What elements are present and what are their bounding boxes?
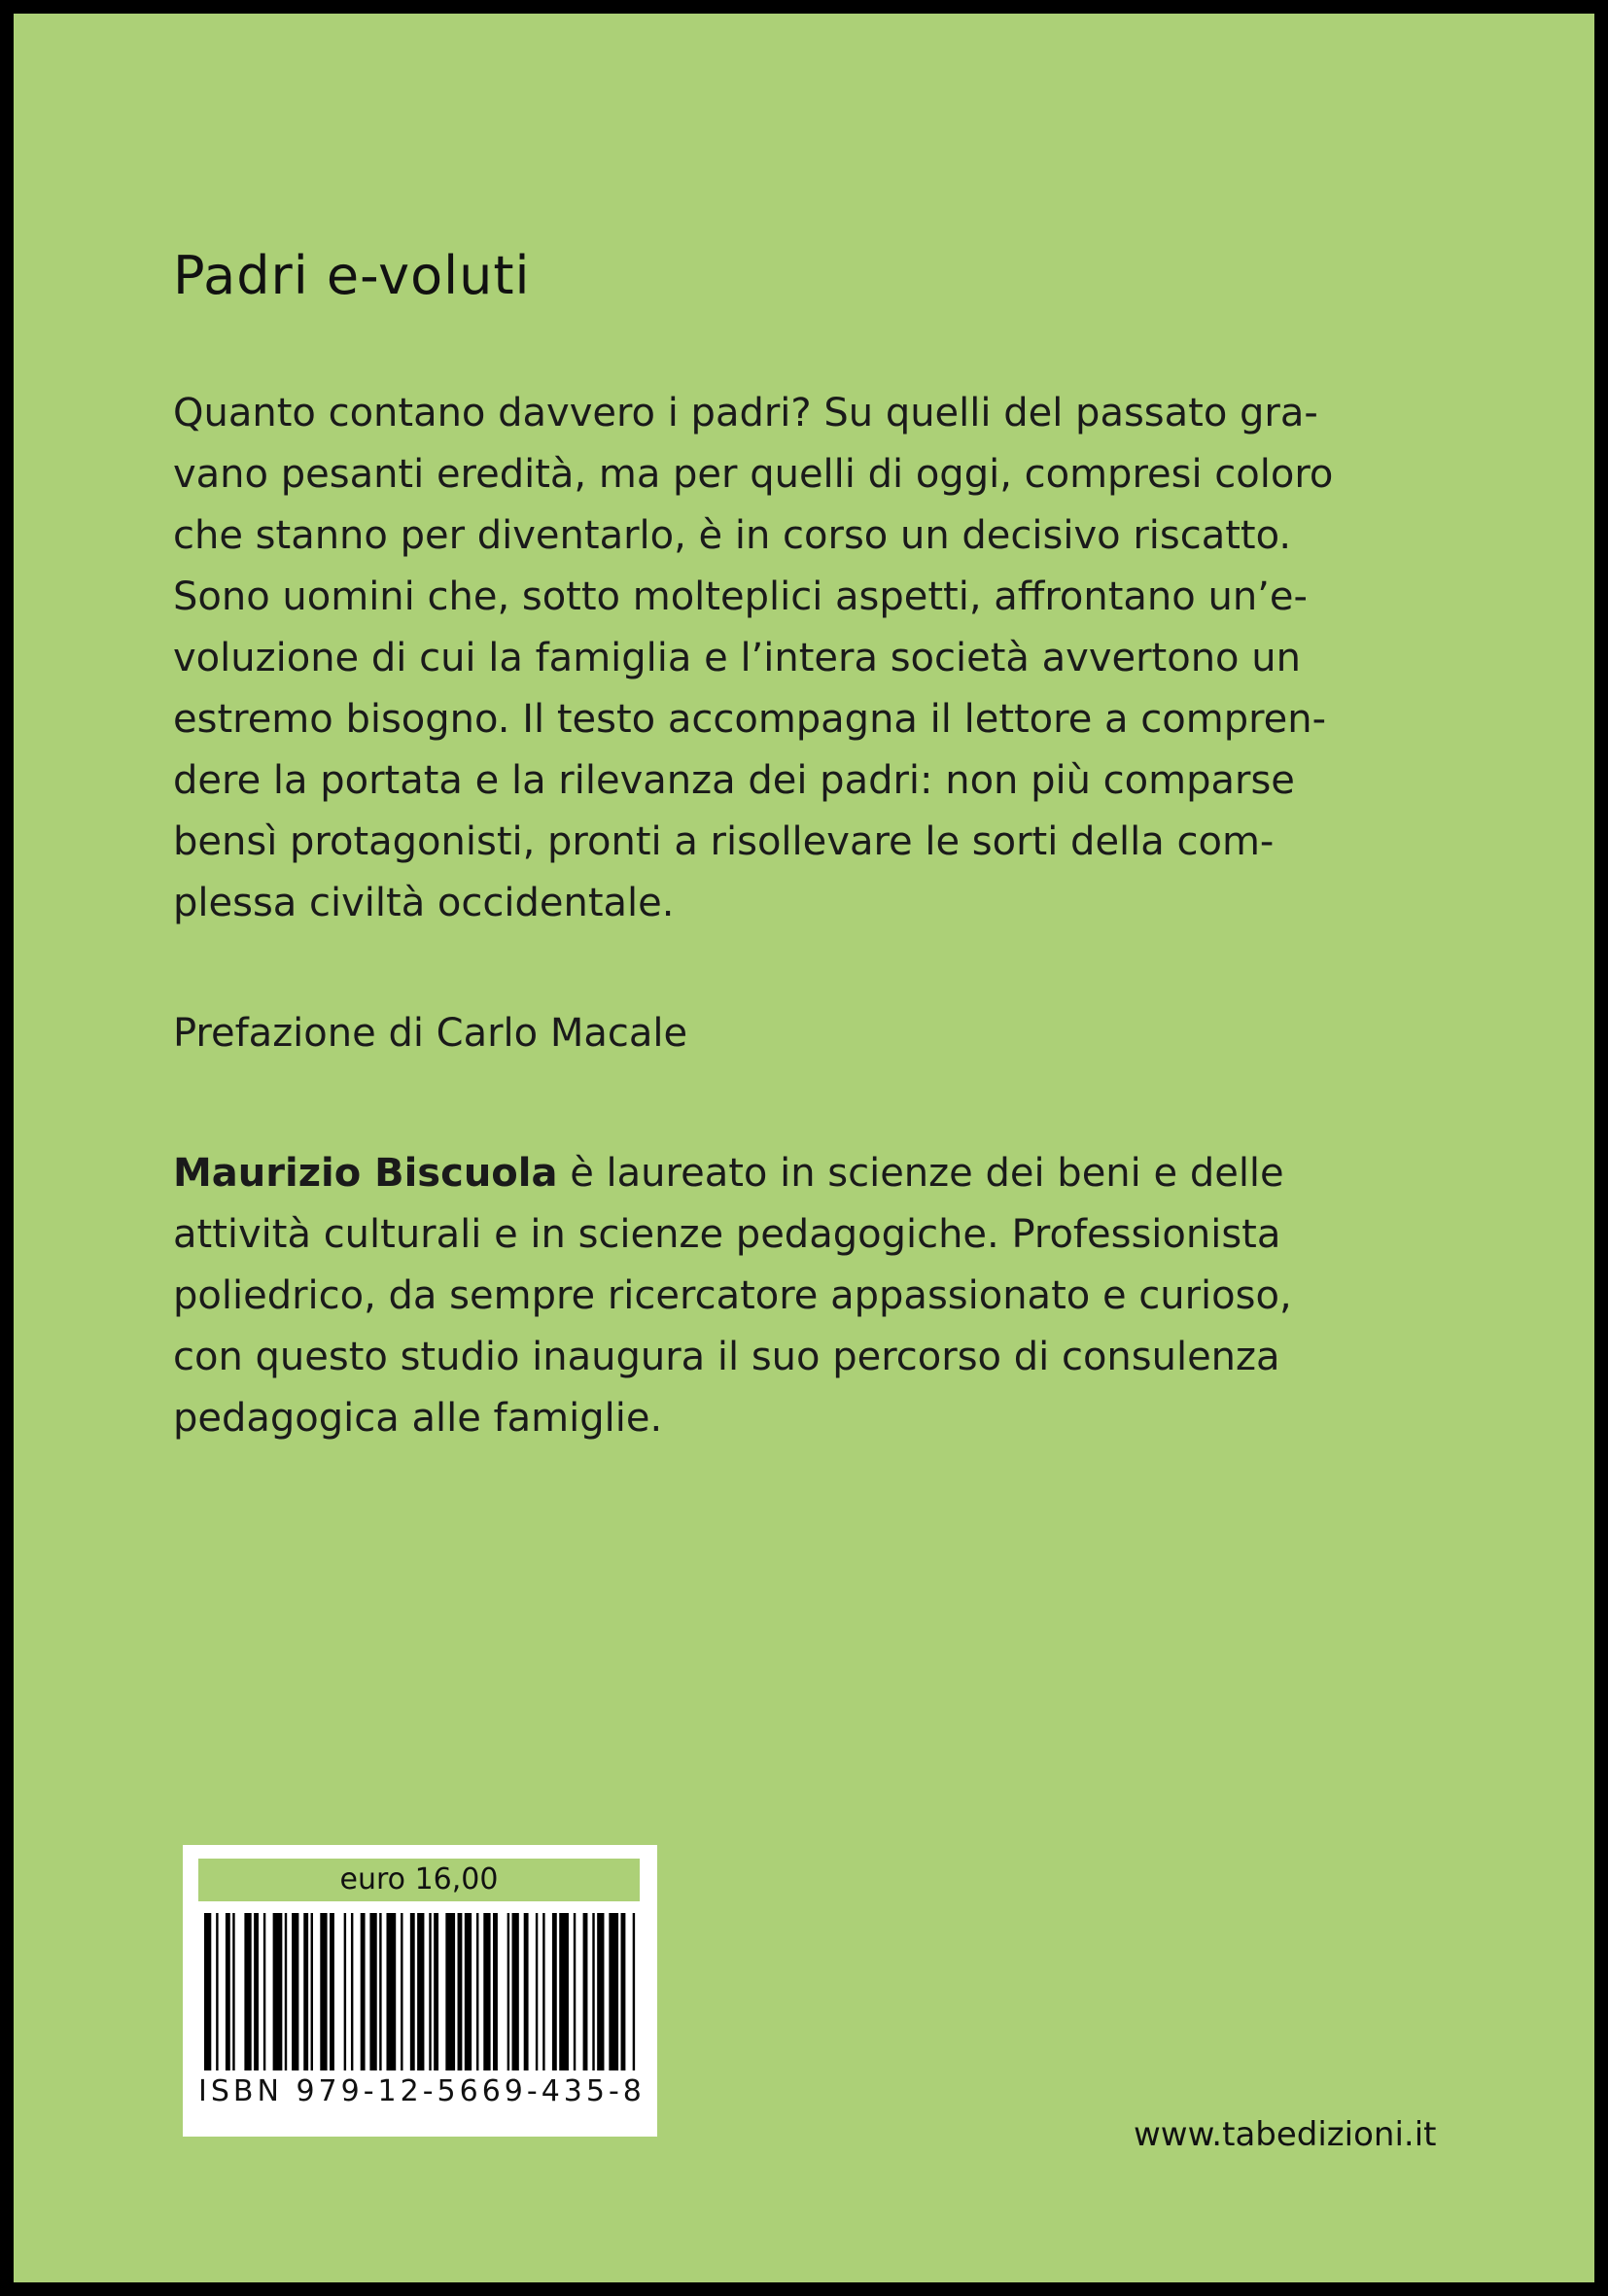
isbn-label: ISBN 979-12-5669-435-8 xyxy=(198,2074,646,2108)
barcode-bar xyxy=(216,1913,218,2070)
barcode-bar xyxy=(379,1913,381,2070)
barcode-bar xyxy=(559,1913,569,2070)
bio-first-line-rest: è laureato in scienze dei beni e delle xyxy=(557,1151,1284,1196)
blurb-line: dere la portata e la rilevanza dei padri: non più comparse xyxy=(173,758,1295,803)
barcode-bar xyxy=(226,1913,230,2070)
book-title: Padri e-voluti xyxy=(173,245,531,306)
barcode-bar xyxy=(633,1913,635,2070)
barcode-bar xyxy=(621,1913,626,2070)
blurb-line: Quanto contano davvero i padri? Su quelli del passato gra- xyxy=(173,391,1318,435)
price-label: euro 16,00 xyxy=(198,1859,640,1901)
barcode-bar xyxy=(609,1913,618,2070)
barcode-bar xyxy=(311,1913,313,2070)
blurb-line: voluzione di cui la famiglia e l’intera società avvertono un xyxy=(173,636,1301,680)
barcode-bar xyxy=(361,1913,366,2070)
barcode-bar xyxy=(542,1913,544,2070)
barcode-bars xyxy=(204,1913,640,2070)
barcode-bar xyxy=(483,1913,490,2070)
barcode-bar xyxy=(493,1913,498,2070)
blurb-line: bensì protagonisti, pronti a risollevare le sorti della com- xyxy=(173,819,1275,864)
barcode-bar xyxy=(263,1913,265,2070)
barcode-bar xyxy=(351,1913,353,2070)
barcode-bar xyxy=(401,1913,402,2070)
blurb-line: plessa civiltà occidentale. xyxy=(173,881,675,925)
barcode-bar xyxy=(254,1913,259,2070)
blurb-line: estremo bisogno. Il testo accompagna il lettore a compren- xyxy=(173,697,1327,742)
bio-line: con questo studio inaugura il suo percorso di consulenza xyxy=(173,1335,1280,1379)
barcode-bar xyxy=(458,1913,463,2070)
author-bio xyxy=(173,1143,1292,1449)
author-name: Maurizio Biscuola xyxy=(173,1151,558,1196)
barcode-bar xyxy=(476,1913,478,2070)
barcode-bar xyxy=(292,1913,298,2070)
barcode-bar xyxy=(417,1913,424,2070)
barcode-bar xyxy=(344,1913,346,2070)
barcode-bar xyxy=(536,1913,538,2070)
barcode-bar xyxy=(410,1913,415,2070)
preface-credit xyxy=(173,1003,687,1064)
barcode-bar xyxy=(386,1913,396,2070)
barcode-bar xyxy=(204,1913,211,2070)
blurb-line: che stanno per diventarlo, è in corso un decisivo riscatto. xyxy=(173,513,1292,558)
barcode-bar xyxy=(244,1913,251,2070)
barcode-bar xyxy=(273,1913,283,2070)
back-cover xyxy=(14,14,1594,2282)
barcode-bar xyxy=(524,1913,529,2070)
barcode-bar xyxy=(592,1913,594,2070)
publisher-website: www.tabedizioni.it xyxy=(1134,2115,1437,2154)
barcode-bar xyxy=(303,1913,308,2070)
barcode-bar xyxy=(369,1913,376,2070)
barcode-bar xyxy=(429,1913,431,2070)
barcode-bar xyxy=(330,1913,334,2070)
bio-line: pedagogica alle famiglie. xyxy=(173,1396,663,1441)
barcode-box xyxy=(183,1845,657,2137)
barcode-bar xyxy=(445,1913,455,2070)
barcode-bar xyxy=(597,1913,604,2070)
barcode-bar xyxy=(583,1913,588,2070)
blurb-line: vano pesanti eredità, ma per quelli di oggi, compresi coloro xyxy=(173,452,1334,497)
barcode-bar xyxy=(320,1913,327,2070)
blurb-paragraph xyxy=(173,383,1333,934)
bio-line: attività culturali e in scienze pedagogiche. Professionista xyxy=(173,1212,1281,1257)
barcode-bar xyxy=(574,1913,576,2070)
barcode-bar xyxy=(232,1913,234,2070)
barcode-bar xyxy=(507,1913,509,2070)
barcode-bar xyxy=(434,1913,438,2070)
barcode-bar xyxy=(465,1913,472,2070)
barcode-bar xyxy=(512,1913,519,2070)
bio-line xyxy=(173,1143,1292,1204)
barcode-bar xyxy=(285,1913,287,2070)
barcode-bar xyxy=(552,1913,557,2070)
bio-line: poliedrico, da sempre ricercatore appassionato e curioso, xyxy=(173,1273,1292,1318)
preface-text: Prefazione di Carlo Macale xyxy=(173,1011,688,1056)
blurb-line: Sono uomini che, sotto molteplici aspetti, affrontano un’e- xyxy=(173,574,1308,619)
